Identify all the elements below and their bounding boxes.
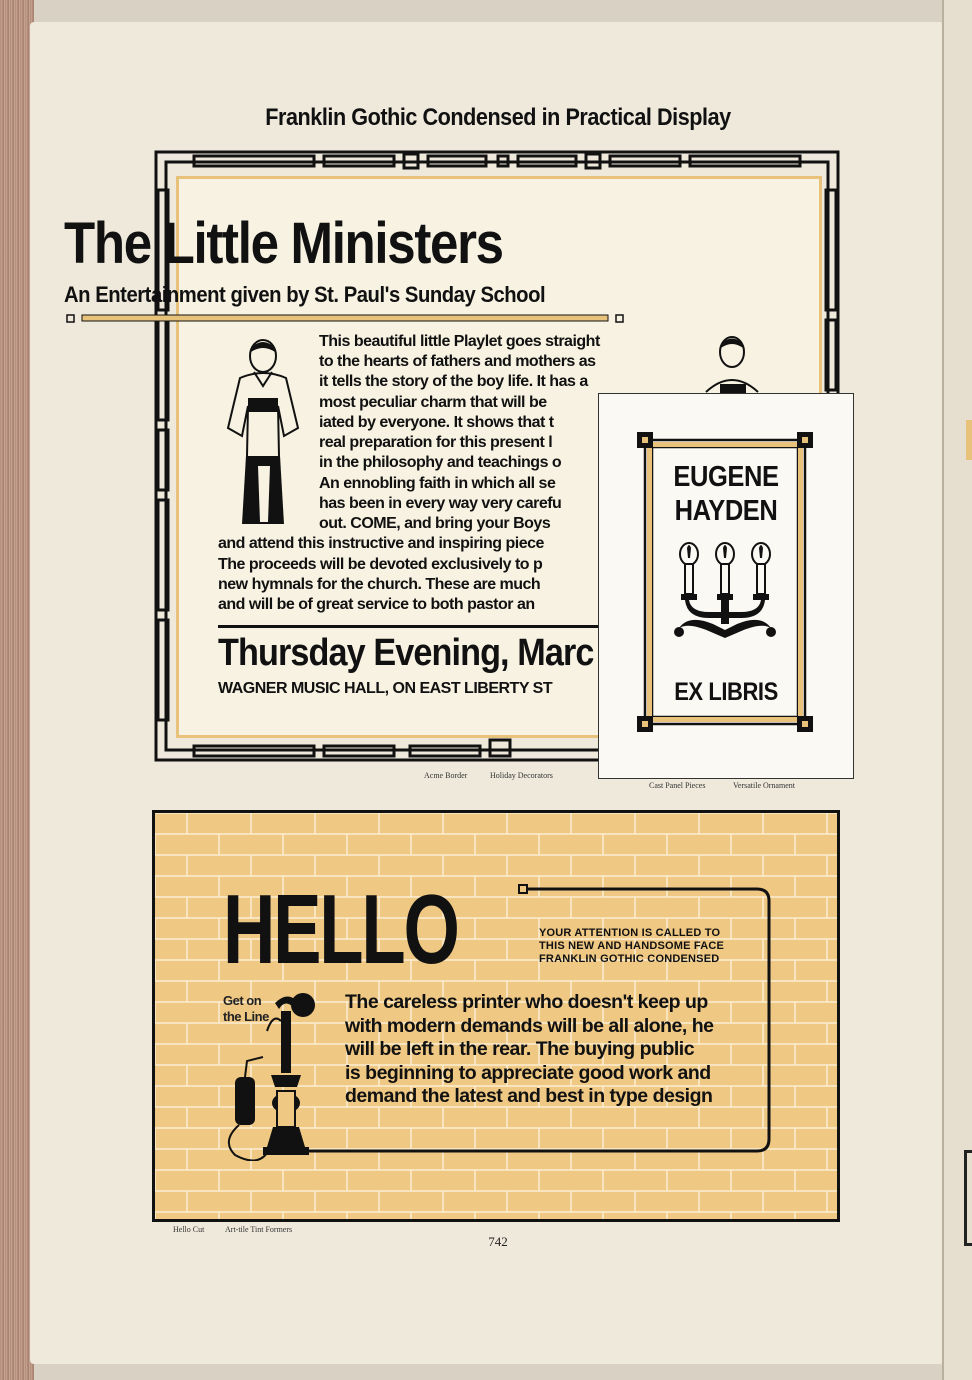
body-line: will be left in the rear. The buying public	[345, 1038, 695, 1060]
get-on-line: the Line	[223, 1009, 269, 1024]
page-number: 742	[488, 1234, 508, 1249]
caption-versatile-ornament: Versatile Ornament	[733, 781, 795, 790]
body-line: in the philosophy and teachings o	[319, 454, 562, 471]
body-line: is beginning to appreciate good work and	[345, 1061, 711, 1084]
owner-last-name: HAYDEN	[674, 495, 778, 527]
body-line: This beautiful little Playlet goes straight	[319, 333, 600, 350]
body-line: it tells the story of the boy life. It has a	[319, 373, 588, 390]
ex-libris-bookplate	[598, 393, 854, 779]
choir-boy-illustration-right	[692, 332, 772, 396]
callout-line: FRANKLIN GOTHIC CONDENSED	[539, 953, 720, 965]
next-page-edge	[942, 0, 972, 1380]
ex-libris-label: EX LIBRIS	[674, 678, 778, 706]
owner-name	[649, 460, 802, 528]
callout-text	[539, 927, 724, 966]
hello-headline: HELLO	[223, 874, 458, 984]
callout-line: THIS NEW AND HANDSOME FACE	[539, 940, 725, 952]
ad-title: The Little Ministers	[64, 211, 503, 276]
body-line: and attend this instructive and inspiring piece	[218, 535, 544, 552]
caption-hello-cut: Hello Cut	[173, 1225, 205, 1234]
title-rule	[66, 314, 624, 323]
body-line: An ennobling faith in which all se	[319, 475, 556, 492]
event-venue: WAGNER MUSIC HALL, ON EAST LIBERTY ST	[218, 680, 553, 697]
get-on-line: Get on	[223, 993, 262, 1008]
get-on-the-line	[223, 993, 269, 1025]
hello-body-text	[345, 991, 714, 1109]
body-line: and will be of great service to both pastor an	[218, 596, 535, 613]
candelabra-ornament	[669, 542, 781, 642]
body-line: real preparation for this present l	[319, 434, 553, 451]
caption-art-tile-tint-formers: Art-tile Tint Formers	[225, 1225, 293, 1234]
caption-holiday-decorators: Holiday Decorators	[490, 771, 553, 780]
callout-line: YOUR ATTENTION IS CALLED TO	[539, 927, 721, 939]
owner-first-name: EUGENE	[673, 461, 779, 493]
body-line: The proceeds will be devoted exclusively to p	[218, 556, 543, 573]
body-line: has been in every way very carefu	[319, 495, 562, 512]
hello-ad	[152, 810, 840, 1222]
body-line: new hymnals for the church. These are much	[218, 576, 541, 593]
body-line: with modern demands will be all alone, he	[345, 1014, 714, 1037]
book-page-edges	[0, 0, 34, 1380]
ad-subtitle: An Entertainment given by St. Paul's Sunday School	[64, 282, 546, 307]
body-line: most peculiar charm that will be	[319, 394, 547, 411]
body-line: iated by everyone. It shows that t	[319, 414, 554, 431]
body-line: demand the latest and best in type design	[345, 1085, 713, 1107]
body-line: out. COME, and bring your Boys	[319, 515, 551, 532]
page-heading: Franklin Gothic Condensed in Practical Display	[265, 104, 731, 131]
event-date: Thursday Evening, Marc	[218, 632, 594, 674]
ad-body-text	[0, 332, 686, 622]
body-line: to the hearts of fathers and mothers as	[319, 353, 596, 370]
caption-acme-border: Acme Border	[424, 771, 468, 780]
caption-cast-panel-pieces: Cast Panel Pieces	[649, 781, 706, 790]
body-line: The careless printer who doesn't keep up	[345, 991, 708, 1013]
